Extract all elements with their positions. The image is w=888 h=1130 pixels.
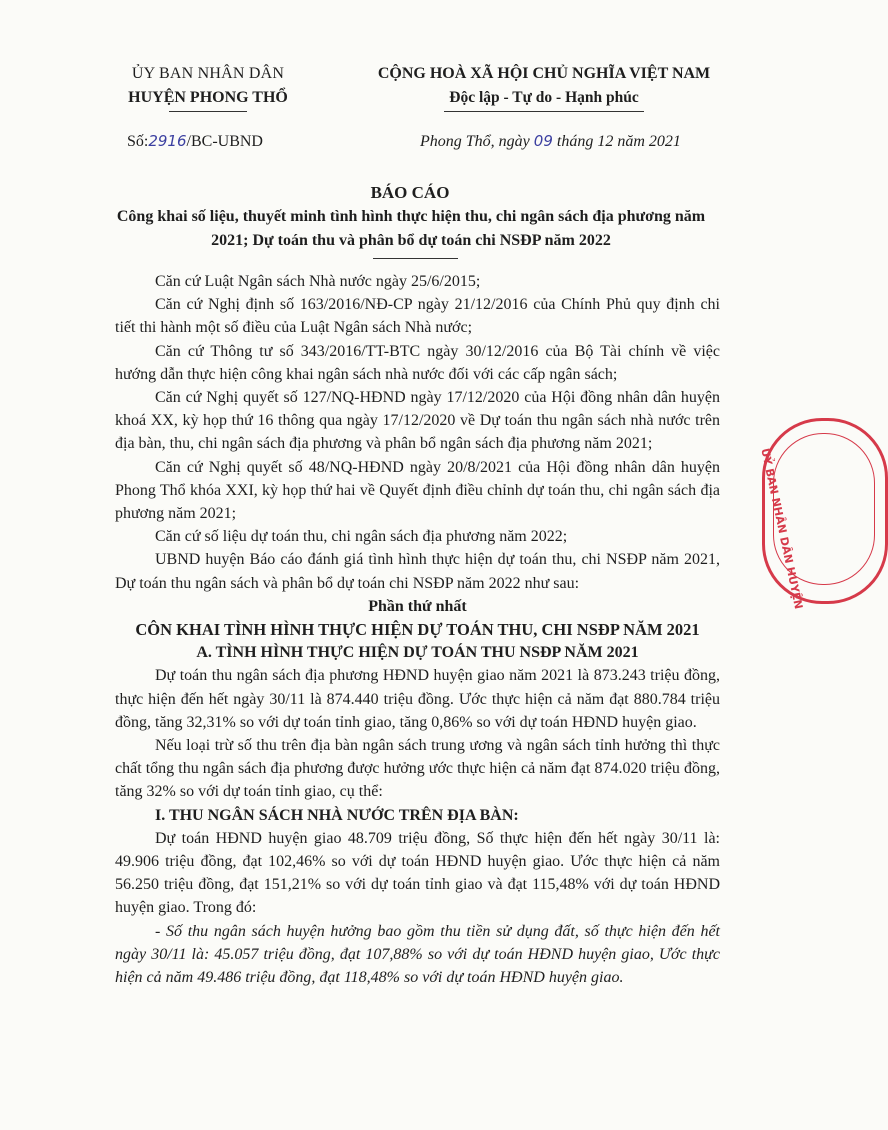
part-title: CÔN KHAI TÌNH HÌNH THỰC HIỆN DỰ TOÁN THU, CHI NSĐP NĂM 2021 bbox=[135, 620, 700, 640]
section-i-heading: I. THU NGÂN SÁCH NHÀ NƯỚC TRÊN ĐỊA BÀN: bbox=[155, 806, 519, 824]
agency-header bbox=[108, 62, 308, 112]
seal-text: UỶ BAN NHÂN DÂN HUYỆN bbox=[758, 447, 806, 611]
basis-paragraph-4: Căn cứ Nghị quyết số 127/NQ-HĐND ngày 17/12/2020 của Hội đồng nhân dân huyện khoá XX, kỳ họp thứ 16 thông qua ngày 17/12/2020 về Dự toán thu ngân sách nhà nước trên địa bàn, thu, chi ngân sách địa phương và phân bổ ngân sách địa phương năm 2021; bbox=[115, 389, 720, 453]
agency-line2: HUYỆN PHONG THỔ bbox=[128, 89, 288, 106]
doc-number-handwritten: 2916 bbox=[148, 132, 187, 150]
dateline-rest: tháng 12 năm 2021 bbox=[552, 133, 681, 150]
basis-paragraph-6: Căn cứ số liệu dự toán thu, chi ngân sách địa phương năm 2022; bbox=[155, 528, 568, 546]
report-body bbox=[115, 270, 720, 989]
report-title: BÁO CÁO bbox=[370, 183, 450, 202]
dateline-place: Phong Thổ, ngày bbox=[420, 133, 534, 150]
revenue-adjusted-paragraph: Nếu loại trừ số thu trên địa bàn ngân sách trung ương và ngân sách tỉnh hưởng thì thực chất tổng thu ngân sách địa phương được hưởng ước thực hiện cả năm đạt 874.020 triệu đồng, tăng 32% so với dự toán tỉnh giao, cụ thể: bbox=[115, 737, 720, 801]
doc-number-prefix: Số: bbox=[127, 133, 149, 150]
basis-paragraph-1: Căn cứ Luật Ngân sách Nhà nước ngày 25/6/2015; bbox=[155, 273, 481, 290]
revenue-summary-paragraph: Dự toán thu ngân sách địa phương HĐND huyện giao năm 2021 là 873.243 triệu đồng, thực hiện đến hết ngày 30/11 là 874.440 triệu đồng. Ước thực hiện cả năm đạt 880.784 triệu đồng, tăng 32,31% so với dự toán tỉnh giao, tăng 0,86% so với dự toán HĐND huyện giao. bbox=[115, 667, 720, 731]
motto-underline bbox=[444, 111, 644, 112]
agency-line1: ỦY BAN NHÂN DÂN bbox=[131, 65, 285, 82]
report-subtitle: Công khai số liệu, thuyết minh tình hình thực hiện thu, chi ngân sách địa phương năm 2021; Dự toán thu và phân bổ dự toán chi NSĐP năm 2022 bbox=[116, 208, 706, 249]
dateline bbox=[420, 132, 681, 151]
part-label: Phần thứ nhất bbox=[368, 597, 467, 615]
subtitle-underline bbox=[373, 258, 458, 259]
basis-paragraph-5: Căn cứ Nghị quyết số 48/NQ-HĐND ngày 20/8/2021 của Hội đồng nhân dân huyện Phong Thổ khóa XXI, kỳ họp thứ hai về Quyết định điều chỉnh dự toán thu, chi ngân sách địa phương năm 2021; bbox=[115, 458, 720, 523]
red-seal-stamp bbox=[758, 418, 888, 611]
dateline-day-handwritten: 09 bbox=[533, 132, 553, 150]
section-a-heading: A. TÌNH HÌNH THỰC HIỆN DỰ TOÁN THU NSĐP NĂM 2021 bbox=[196, 644, 639, 662]
agency-underline bbox=[169, 111, 247, 112]
state-revenue-paragraph: Dự toán HĐND huyện giao 48.709 triệu đồng, Số thực hiện đến hết ngày 30/11 là: 49.906 triệu đồng, đạt 102,46% so với dự toán HĐND huyện giao. Ước thực hiện cả năm 56.250 triệu đồng, đạt 151,21% so với dự toán tỉnh giao và đạt 115,48% với dự toán HĐND huyện giao. Trong đó: bbox=[115, 829, 720, 917]
district-revenue-paragraph: - Số thu ngân sách huyện hưởng bao gồm thu tiền sử dụng đất, số thực hiện đến hết ngày 30/11 là: 45.057 triệu đồng, đạt 107,88% so với dự toán HĐND huyện giao, Ước thực hiện cả năm 49.486 triệu đồng, đạt 118,48% so với dự toán HĐND huyện giao. bbox=[115, 922, 720, 987]
doc-number-suffix: /BC-UBND bbox=[186, 133, 263, 150]
country-motto: Độc lập - Tự do - Hạnh phúc bbox=[449, 89, 639, 106]
basis-paragraph-3: Căn cứ Thông tư số 343/2016/TT-BTC ngày 30/12/2016 của Bộ Tài chính về việc hướng dẫn thực hiện công khai ngân sách nhà nước đối với các cấp ngân sách; bbox=[115, 342, 720, 383]
country-name: CỘNG HOÀ XÃ HỘI CHỦ NGHĨA VIỆT NAM bbox=[377, 65, 711, 82]
intro-paragraph: UBND huyện Báo cáo đánh giá tình hình thực hiện dự toán thu, chi NSĐP năm 2021, Dự toán thu ngân sách và phân bổ dự toán chi NSĐP năm 2022 như sau: bbox=[115, 551, 720, 592]
document-number bbox=[127, 132, 263, 151]
national-header bbox=[344, 62, 744, 112]
basis-paragraph-2: Căn cứ Nghị định số 163/2016/NĐ-CP ngày 21/12/2016 của Chính Phủ quy định chi tiết thi hành một số điều của Luật Ngân sách Nhà nước; bbox=[115, 296, 720, 337]
